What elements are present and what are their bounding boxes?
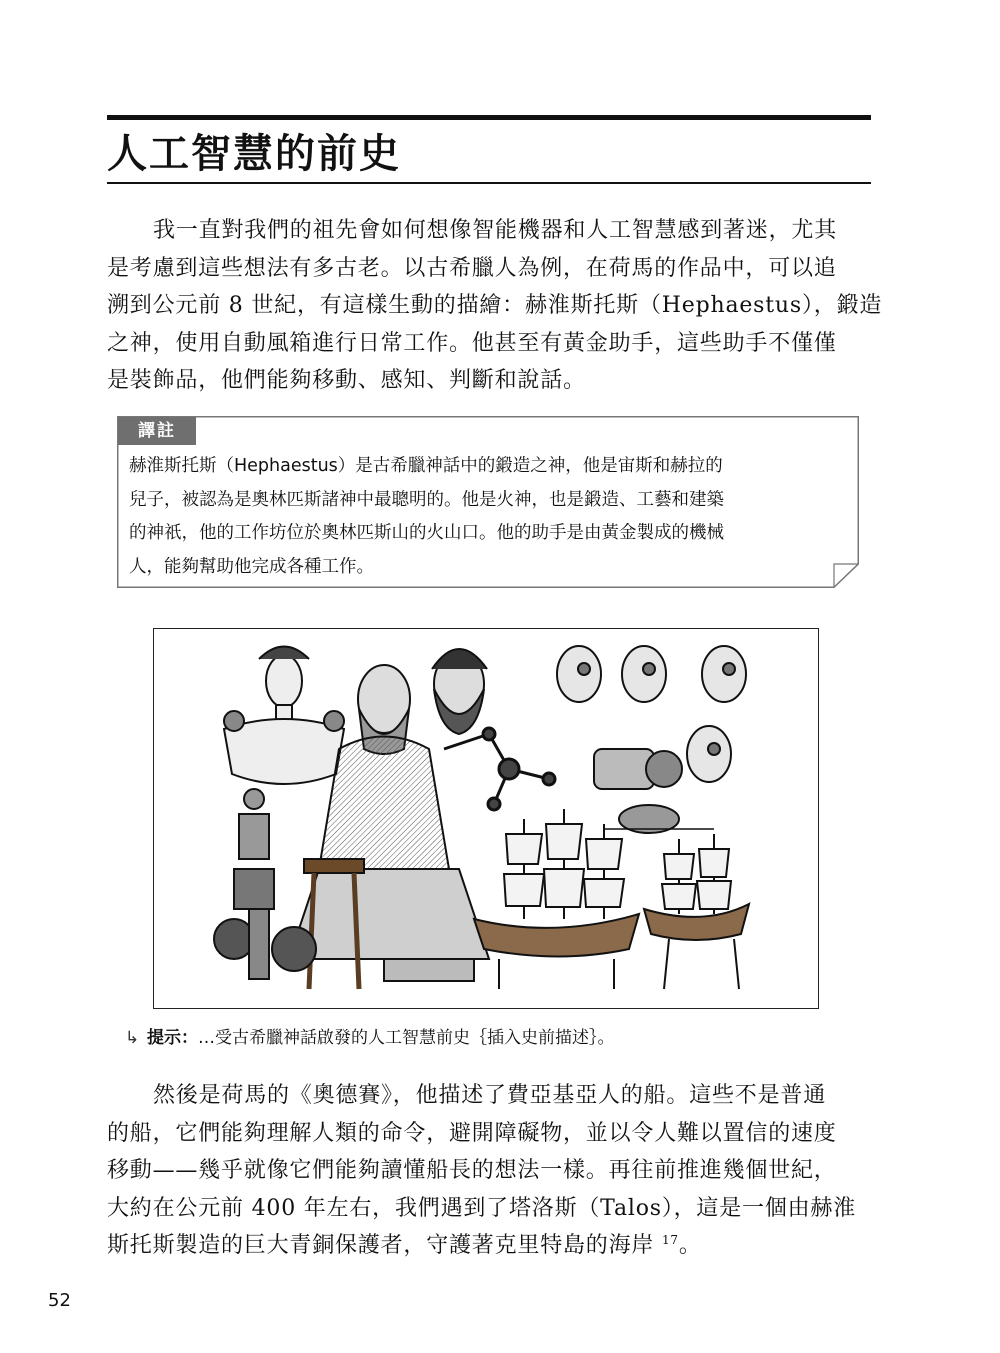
bearded-head [432,649,487,734]
caption-text: …受古希臘神話啟發的人工智慧前史｛插入史前描述｝。 [198,1028,615,1048]
robotic-arm [444,728,555,810]
paragraph-2-last-line [107,1227,871,1265]
note-line: 兒子，被認為是奧林匹斯諸神中最聰明的。他是火神，也是鍛造、工藝和建築 [129,489,724,510]
page-title: 人工智慧的前史 [107,130,401,177]
note-line: 赫淮斯托斯（Hephaestus）是古希臘神話中的鍛造之神，他是宙斯和赫拉的 [129,456,723,476]
illustration-figure [153,628,819,1009]
paragraph-1-line: 溯到公元前 8 世紀，有這樣生動的描繪：赫淮斯托斯（Hephaestus），鍛造 [107,293,883,318]
paragraph-2-line: 然後是荷馬的《奧德賽》，他描述了費亞基亞人的船。這些不是普通 [153,1083,827,1108]
illustration-hephaestus-automatons [154,629,819,1009]
translator-note-box [117,416,859,588]
title-bottom-rule [107,182,871,184]
paragraph-1-line: 我一直對我們的祖先會如何想像智能機器和人工智慧感到著迷，尤其 [153,218,838,243]
note-line: 的神祇，他的工作坊位於奧林匹斯山的火山口。他的助手是由黃金製成的機械 [129,523,724,543]
paragraph-2-line: 大約在公元前 400 年左右，我們遇到了塔洛斯（Talos），這是一個由赫淮 [107,1195,857,1221]
paragraph-1-line: 之神，使用自動風箱進行日常工作。他甚至有黃金助手，這些助手不僅僅 [107,330,837,356]
caption-arrow-icon: ↳ [125,1028,140,1048]
paragraph-2-line: 移動——幾乎就像它們能夠讀懂船長的想法一樣。再往前推進幾個世紀， [107,1158,837,1183]
automaton-bust [224,647,344,785]
paragraph-2 [107,1077,871,1265]
ship-large [474,809,639,989]
paragraph-2-end: 。 [678,1233,702,1258]
small-automaton [214,789,316,979]
paragraph-1 [107,212,883,400]
paragraph-1-line: 是裝飾品，他們能夠移動、感知、判斷和說話。 [107,368,586,393]
ship-small [644,834,749,989]
caption-label: 提示： [147,1028,198,1048]
page-number: 52 [48,1290,71,1311]
note-tag: 譯註 [118,417,196,445]
paragraph-1-line: 是考慮到這些想法有多古老。以古希臘人為例，在荷馬的作品中，可以追 [107,255,837,281]
paragraph-2-line: 的船，它們能夠理解人類的命令，避開障礙物，並以令人難以置信的速度 [107,1120,837,1146]
note-body [129,450,851,584]
footnote-reference[interactable]: 17 [662,1233,679,1247]
figure-caption [125,1023,865,1053]
title-top-rule [107,115,871,120]
paragraph-2-line: 斯托斯製造的巨大青銅保護者，守護著克里特島的海岸 [107,1233,655,1258]
note-line: 人，能夠幫助他完成各種工作。 [129,556,374,577]
